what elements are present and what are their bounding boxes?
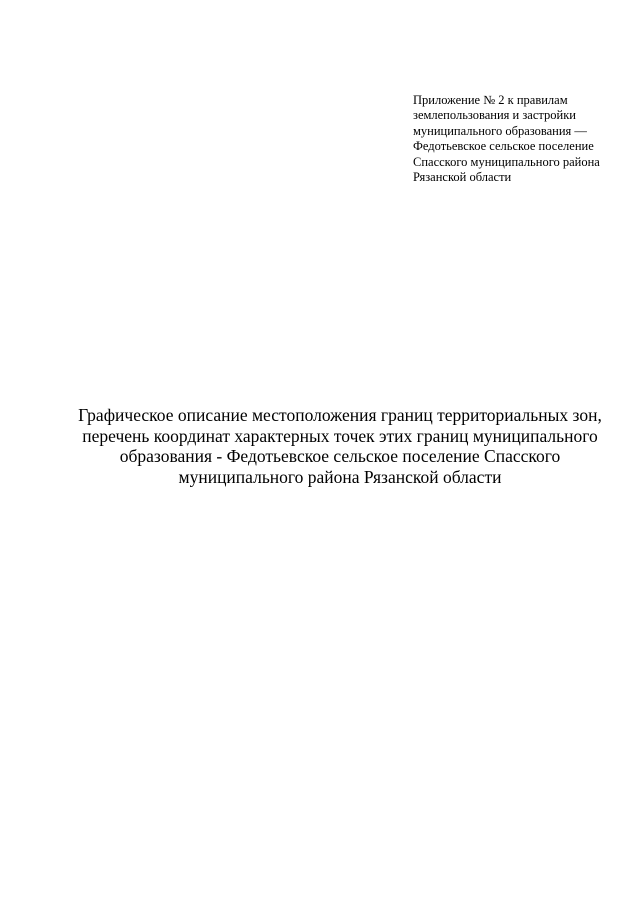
appendix-note-line: Рязанской области (413, 170, 512, 185)
appendix-note (413, 93, 623, 185)
appendix-note-line: Федотьевское сельское поселение (413, 139, 594, 154)
appendix-note-line: муниципального образования — (413, 123, 587, 138)
document-title-line: Графическое описание местоположения границ территориальных зон, (78, 405, 602, 425)
appendix-note-line: Спасского муниципального района (413, 154, 600, 169)
document-title-line: перечень координат характерных точек этих границ муниципального (82, 425, 598, 446)
appendix-note-line: землепользования и застройки (413, 108, 576, 123)
document-title (60, 405, 620, 487)
appendix-note-line: Приложение № 2 к правилам (413, 93, 568, 107)
document-title-line: образования - Федотьевское сельское поселение Спасского (119, 446, 561, 466)
document-title-line: муниципального района Рязанской области (178, 466, 502, 487)
